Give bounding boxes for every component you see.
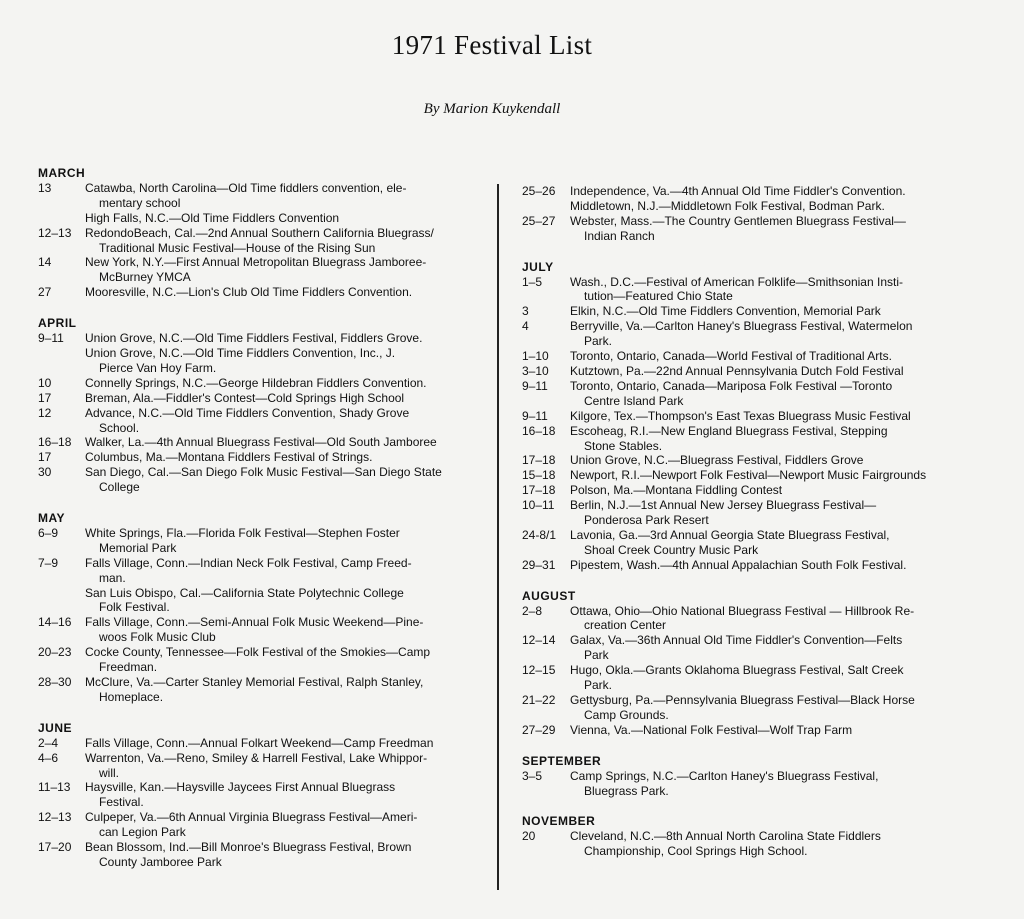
festival-description [85, 526, 486, 556]
festival-date: 29–31 [522, 557, 556, 572]
festival-line: Toronto, Ontario, Canada—World Festival of Traditional Arts. [570, 349, 892, 364]
festival-entry [522, 769, 962, 799]
festival-description [570, 498, 962, 528]
festival-line: Cocke County, Tennessee—Folk Festival of the Smokies—Camp [85, 645, 431, 660]
festival-entry [522, 349, 962, 364]
festival-line: Galax, Va.—36th Annual Old Time Fiddler's Convention—Felts [570, 633, 903, 648]
festival-date: 2–8 [522, 603, 543, 618]
festival-entry [38, 285, 486, 300]
festival-entry [38, 406, 486, 436]
month-heading: SEPTEMBER [522, 753, 602, 768]
festival-entry [38, 181, 486, 211]
left-column [38, 166, 486, 870]
festival-date: 17 [38, 450, 52, 465]
festival-entry [38, 526, 486, 556]
festival-line: Indian Ranch [584, 228, 655, 243]
festival-entry [38, 675, 486, 705]
festival-entry [38, 331, 486, 346]
festival-line: Gettysburg, Pa.—Pennsylvania Bluegrass Festival—Black Horse [570, 693, 915, 707]
festival-entry [522, 275, 962, 305]
festival-description [85, 346, 486, 376]
festival-line: Park. [584, 678, 613, 693]
festival-line: man. [99, 570, 126, 585]
festival-date: 16–18 [38, 435, 72, 450]
festival-date: 6–9 [38, 525, 59, 540]
festival-entry [522, 829, 962, 859]
festival-line: Webster, Mass.—The Country Gentlemen Bluegrass Festival— [570, 213, 906, 228]
festival-entry [38, 346, 486, 376]
festival-description [85, 226, 486, 256]
festival-line: Kutztown, Pa.—22nd Annual Pennsylvania Dutch Fold Festival [570, 363, 904, 378]
festival-line: Camp Grounds. [584, 707, 669, 722]
festival-date: 2–4 [38, 735, 59, 750]
festival-description [570, 304, 962, 319]
festival-date: 9–11 [522, 378, 548, 393]
festival-date: 24-8/1 [522, 527, 557, 542]
festival-description [85, 675, 486, 705]
festival-entry [38, 645, 486, 675]
festival-line: Polson, Ma.—Montana Fiddling Contest [570, 483, 783, 498]
festival-line: Vienna, Va.—National Folk Festival—Wolf Trap Farm [570, 722, 853, 737]
month-heading: MARCH [38, 166, 86, 180]
festival-line: Haysville, Kan.—Haysville Jaycees First Annual Bluegrass [85, 780, 396, 795]
festival-description [85, 331, 486, 346]
festival-line: Traditional Music Festival—House of the Rising Sun [99, 240, 376, 255]
festival-line: Elkin, N.C.—Old Time Fiddlers Convention, Memorial Park [570, 304, 881, 319]
festival-date: 12–15 [522, 663, 556, 678]
page-title: 1971 Festival List [391, 30, 593, 60]
festival-description [85, 391, 486, 406]
festival-line: Escoheag, R.I.—New England Bluegrass Festival, Stepping [570, 423, 888, 438]
festival-description [85, 780, 486, 810]
festival-entry [522, 723, 962, 738]
festival-line: Falls Village, Conn.—Indian Neck Folk Festival, Camp Freed- [85, 555, 412, 570]
festival-description [570, 468, 962, 483]
festival-description [570, 528, 962, 558]
festival-line: Bean Blossom, Ind.—Bill Monroe's Bluegrass Festival, Brown [85, 840, 412, 855]
festival-line: Berryville, Va.—Carlton Haney's Bluegrass Festival, Watermelon [570, 319, 913, 334]
festival-line: Toronto, Ontario, Canada—Mariposa Folk Festival —Toronto [570, 378, 893, 393]
festival-date: 15–18 [522, 468, 556, 483]
festival-date: 17–18 [522, 453, 556, 468]
festival-date: 17 [38, 390, 52, 405]
festival-date: 25–27 [522, 213, 556, 228]
festival-entry [522, 409, 962, 424]
festival-line: Warrenton, Va.—Reno, Smiley & Harrell Festival, Lake Whippor- [85, 750, 428, 765]
festival-entry [38, 255, 486, 285]
festival-description [570, 184, 962, 214]
festival-entry [522, 453, 962, 468]
festival-date: 9–11 [38, 331, 64, 346]
festival-entry [38, 810, 486, 840]
festival-line: Union Grove, N.C.—Bluegrass Festival, Fiddlers Grove [570, 453, 864, 468]
festival-entry [522, 319, 962, 349]
festival-line: will. [99, 765, 119, 780]
festival-line: School. [99, 420, 140, 435]
festival-entry [38, 450, 486, 465]
festival-line: Ottawa, Ohio—Ohio National Bluegrass Festival — Hillbrook Re- [570, 603, 915, 618]
festival-line: Wash., D.C.—Festival of American Folklife—Smithsonian Insti- [570, 274, 903, 289]
month-heading: NOVEMBER [522, 814, 596, 829]
festival-description [85, 435, 486, 450]
festival-line: Stone Stables. [584, 438, 663, 453]
festival-entry [38, 751, 486, 781]
festival-line: Lavonia, Ga.—3rd Annual Georgia State Bluegrass Festival, [570, 527, 890, 542]
festival-description [85, 751, 486, 781]
festival-description [85, 840, 486, 870]
festival-line: Breman, Ala.—Fiddler's Contest—Cold Springs High School [85, 390, 405, 405]
festival-date: 12–13 [38, 810, 72, 825]
festival-description [570, 364, 962, 379]
festival-entry [38, 376, 486, 391]
month-heading: MAY [38, 511, 66, 526]
festival-line: White Springs, Fla.—Florida Folk Festival—Stephen Foster [85, 525, 400, 540]
festival-date: 13 [38, 180, 52, 195]
festival-line: Advance, N.C.—Old Time Fiddlers Convention, Shady Grove [85, 405, 410, 420]
month-heading: JULY [522, 259, 554, 274]
festival-line: Hugo, Okla.—Grants Oklahoma Bluegrass Festival, Salt Creek [570, 663, 904, 678]
festival-date: 14 [38, 255, 52, 270]
festival-line: San Diego, Cal.—San Diego Folk Music Festival—San Diego State [85, 465, 442, 480]
festival-description [570, 214, 962, 244]
festival-date: 17–20 [38, 840, 72, 855]
festival-date: 3 [522, 304, 529, 319]
festival-line: Columbus, Ma.—Montana Fiddlers Festival of Strings. [85, 450, 373, 465]
festival-description [570, 663, 962, 693]
byline: By Marion Kuykendall [423, 101, 561, 117]
festival-line: Championship, Cool Springs High School. [584, 844, 808, 859]
festival-date [38, 586, 85, 616]
festival-description [85, 586, 486, 616]
festival-entry [522, 498, 962, 528]
festival-line: tution—Featured Chio State [584, 289, 733, 304]
festival-line: Cleveland, N.C.—8th Annual North Carolina State Fiddlers [570, 829, 881, 844]
festival-line: McBurney YMCA [99, 270, 191, 285]
festival-date: 11–13 [38, 780, 71, 795]
festival-line: can Legion Park [99, 825, 186, 840]
festival-entry [522, 483, 962, 498]
festival-date: 10 [38, 375, 52, 390]
festival-description [570, 409, 962, 424]
festival-entry [38, 465, 486, 495]
festival-line: Pierce Van Hoy Farm. [99, 360, 217, 375]
festival-line: Culpeper, Va.—6th Annual Virginia Bluegrass Festival—Ameri- [85, 810, 418, 825]
festival-description [570, 723, 962, 738]
festival-date: 20–23 [38, 645, 72, 660]
festival-date [38, 346, 85, 376]
festival-description [570, 633, 962, 663]
festival-line: Catawba, North Carolina—Old Time fiddlers convention, ele- [85, 180, 407, 195]
festival-line: Union Grove, N.C.—Old Time Fiddlers Festival, Fiddlers Grove. [85, 331, 423, 346]
festival-line: Ponderosa Park Resert [584, 513, 709, 528]
festival-entry [522, 424, 962, 454]
festival-description [85, 285, 486, 300]
month-heading: JUNE [38, 720, 73, 735]
festival-description [85, 810, 486, 840]
festival-entry [522, 558, 962, 573]
festival-description [570, 829, 962, 859]
festival-date: 27–29 [522, 722, 556, 737]
festival-date [38, 211, 85, 226]
festival-entry [38, 615, 486, 645]
festival-line: Bluegrass Park. [584, 783, 669, 798]
festival-description [85, 645, 486, 675]
festival-line: Memorial Park [99, 540, 177, 555]
festival-entry [38, 556, 486, 586]
festival-line: Berlin, N.J.—1st Annual New Jersey Bluegrass Festival— [570, 498, 877, 513]
festival-line: Folk Festival. [99, 600, 170, 615]
festival-description [570, 693, 962, 723]
festival-entry [38, 391, 486, 406]
festival-description [570, 379, 962, 409]
festival-line: Union Grove, N.C.—Old Time Fiddlers Convention, Inc., J. [85, 345, 396, 360]
festival-line: Mooresville, N.C.—Lion's Club Old Time Fiddlers Convention. [85, 285, 413, 300]
festival-entry [38, 586, 486, 616]
festival-line: Middletown, N.J.—Middletown Folk Festival, Bodman Park. [570, 198, 885, 213]
festival-entry [522, 184, 962, 214]
festival-description [570, 275, 962, 305]
festival-entry [522, 693, 962, 723]
festival-date: 12–14 [522, 633, 556, 648]
festival-description [85, 615, 486, 645]
festival-entry [522, 663, 962, 693]
column-divider [497, 184, 499, 890]
festival-date: 12–13 [38, 225, 72, 240]
festival-description [85, 255, 486, 285]
festival-line: woos Folk Music Club [99, 630, 216, 645]
festival-entry [38, 226, 486, 256]
festival-date: 4–6 [38, 750, 59, 765]
festival-entry [38, 780, 486, 810]
right-column [522, 184, 962, 859]
festival-date: 3–10 [522, 363, 549, 378]
festival-line: College [99, 480, 140, 495]
festival-date: 27 [38, 285, 52, 300]
festival-line: Walker, La.—4th Annual Bluegrass Festival—Old South Jamboree [85, 435, 437, 450]
festival-entry [38, 840, 486, 870]
festival-line: Kilgore, Tex.—Thompson's East Texas Bluegrass Music Festival [570, 408, 911, 423]
festival-date: 25–26 [522, 184, 556, 198]
festival-entry [522, 528, 962, 558]
festival-description [570, 349, 962, 364]
festival-line: Camp Springs, N.C.—Carlton Haney's Bluegrass Festival, [570, 768, 879, 783]
festival-line: McClure, Va.—Carter Stanley Memorial Festival, Ralph Stanley, [85, 675, 424, 689]
festival-line: Falls Village, Conn.—Annual Folkart Weekend—Camp Freedman [85, 735, 434, 750]
festival-description [570, 453, 962, 468]
festival-description [570, 424, 962, 454]
festival-line: Park [584, 648, 609, 663]
festival-date: 30 [38, 465, 52, 480]
festival-line: RedondoBeach, Cal.—2nd Annual Southern California Bluegrass/ [85, 225, 434, 240]
festival-entry [522, 468, 962, 483]
festival-entry [38, 736, 486, 751]
festival-date: 7–9 [38, 555, 59, 570]
festival-line: mentary school [99, 195, 181, 210]
month-heading: APRIL [38, 316, 77, 331]
festival-description [570, 769, 962, 799]
festival-date: 9–11 [522, 408, 548, 423]
festival-entry [522, 214, 962, 244]
festival-description [570, 483, 962, 498]
festival-entry [522, 364, 962, 379]
festival-date: 28–30 [38, 675, 72, 689]
festival-line: County Jamboree Park [99, 854, 222, 869]
festival-date: 12 [38, 405, 52, 420]
festival-date: 4 [522, 319, 529, 334]
festival-line: Falls Village, Conn.—Semi-Annual Folk Music Weekend—Pine- [85, 615, 424, 630]
festival-description [85, 181, 486, 211]
festival-line: Connelly Springs, N.C.—George Hildebran Fiddlers Convention. [85, 375, 427, 390]
festival-description [85, 736, 486, 751]
festival-date: 21–22 [522, 693, 556, 707]
festival-line: San Luis Obispo, Cal.—California State Polytechnic College [85, 585, 404, 600]
festival-line: High Falls, N.C.—Old Time Fiddlers Convention [85, 210, 340, 225]
festival-line: Independence, Va.—4th Annual Old Time Fiddler's Convention. [570, 184, 906, 198]
festival-line: Centre Island Park [584, 393, 684, 408]
festival-description [570, 319, 962, 349]
festival-description [85, 376, 486, 391]
month-heading: AUGUST [522, 588, 576, 603]
festival-entry [38, 211, 486, 226]
festival-description [85, 465, 486, 495]
festival-description [570, 558, 962, 573]
festival-line: Pipestem, Wash.—4th Annual Appalachian South Folk Festival. [570, 557, 907, 572]
festival-line: Park. [584, 334, 613, 349]
festival-description [85, 211, 486, 226]
festival-date: 1–5 [522, 274, 543, 289]
festival-entry [522, 304, 962, 319]
festival-entry [522, 633, 962, 663]
festival-line: Homeplace. [99, 689, 164, 704]
festival-date: 10–11 [522, 498, 555, 513]
festival-line: Freedman. [99, 660, 158, 675]
festival-date: 3–5 [522, 768, 543, 783]
festival-date: 20 [522, 829, 536, 844]
festival-entry [38, 435, 486, 450]
festival-date: 1–10 [522, 349, 549, 364]
festival-date: 14–16 [38, 615, 72, 630]
festival-date: 17–18 [522, 483, 556, 498]
festival-line: creation Center [584, 618, 667, 633]
festival-line: Festival. [99, 795, 144, 810]
festival-line: Shoal Creek Country Music Park [584, 542, 759, 557]
festival-date: 16–18 [522, 423, 556, 438]
festival-description [85, 556, 486, 586]
festival-entry [522, 604, 962, 634]
festival-line: Newport, R.I.—Newport Folk Festival—Newport Music Fairgrounds [570, 468, 927, 483]
festival-line: New York, N.Y.—First Annual Metropolitan Bluegrass Jamboree- [85, 255, 427, 270]
festival-description [85, 406, 486, 436]
festival-description [85, 450, 486, 465]
festival-entry [522, 379, 962, 409]
festival-description [570, 604, 962, 634]
